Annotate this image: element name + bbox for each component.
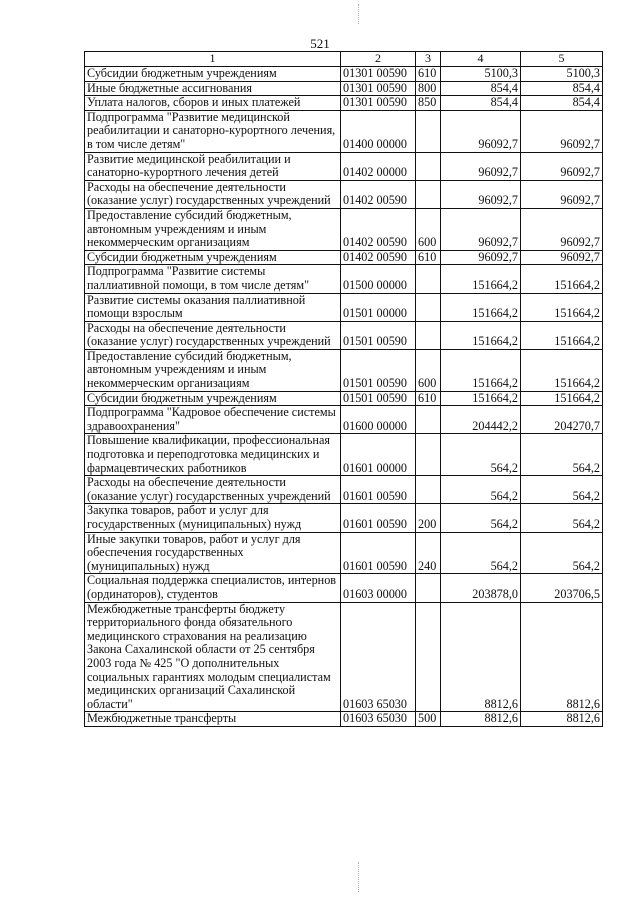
row-name: Подпрограмма "Развитие медицинской реабилитации и санаторно-курортного лечения, в том числе детям" xyxy=(85,110,341,152)
row-code: 01600 00000 xyxy=(341,406,416,434)
header-col-4: 4 xyxy=(441,52,521,67)
row-code: 01601 00590 xyxy=(341,476,416,504)
row-code: 01601 00590 xyxy=(341,532,416,574)
row-value-5: 96092,7 xyxy=(521,250,603,265)
row-value-5: 151664,2 xyxy=(521,391,603,406)
page-number: 521 xyxy=(310,36,330,51)
row-value-4: 5100,3 xyxy=(441,67,521,82)
row-name: Подпрограмма "Развитие системы паллиативной помощи, в том числе детям" xyxy=(85,265,341,293)
row-name: Подпрограмма "Кадровое обеспечение системы здравоохранения" xyxy=(85,406,341,434)
row-name: Уплата налогов, сборов и иных платежей xyxy=(85,96,341,111)
table-row xyxy=(85,712,603,727)
row-value-5: 96092,7 xyxy=(521,110,603,152)
row-name: Расходы на обеспечение деятельности (оказание услуг) государственных учреждений xyxy=(85,180,341,208)
row-type xyxy=(416,602,441,712)
row-type: 200 xyxy=(416,504,441,532)
row-value-4: 151664,2 xyxy=(441,265,521,293)
row-value-5: 96092,7 xyxy=(521,180,603,208)
row-value-5: 151664,2 xyxy=(521,265,603,293)
header-col-5: 5 xyxy=(521,52,603,67)
row-name: Развитие медицинской реабилитации и санаторно-курортного лечения детей xyxy=(85,152,341,180)
row-type xyxy=(416,152,441,180)
row-name: Расходы на обеспечение деятельности (оказание услуг) государственных учреждений xyxy=(85,476,341,504)
row-code: 01301 00590 xyxy=(341,67,416,82)
row-value-5: 203706,5 xyxy=(521,574,603,602)
row-code: 01400 00000 xyxy=(341,110,416,152)
row-value-4: 854,4 xyxy=(441,96,521,111)
row-type xyxy=(416,574,441,602)
row-type: 240 xyxy=(416,532,441,574)
table-row xyxy=(85,532,603,574)
row-value-5: 8812,6 xyxy=(521,712,603,727)
row-value-5: 564,2 xyxy=(521,434,603,476)
row-value-5: 151664,2 xyxy=(521,293,603,321)
table-row xyxy=(85,321,603,349)
row-type: 610 xyxy=(416,250,441,265)
row-name: Социальная поддержка специалистов, интернов (ординаторов), студентов xyxy=(85,574,341,602)
table-row xyxy=(85,67,603,82)
row-type xyxy=(416,110,441,152)
row-value-5: 96092,7 xyxy=(521,152,603,180)
row-code: 01603 00000 xyxy=(341,574,416,602)
table-row xyxy=(85,180,603,208)
row-name: Предоставление субсидий бюджетным, автономным учреждениям и иным некоммерческим организациям xyxy=(85,349,341,391)
row-code: 01603 65030 xyxy=(341,712,416,727)
row-type: 610 xyxy=(416,391,441,406)
row-code: 01603 65030 xyxy=(341,602,416,712)
row-name: Повышение квалификации, профессиональная подготовка и переподготовка медицинских и фармацевтических работников xyxy=(85,434,341,476)
row-value-4: 8812,6 xyxy=(441,602,521,712)
row-code: 01301 00590 xyxy=(341,81,416,96)
row-name: Субсидии бюджетным учреждениям xyxy=(85,67,341,82)
header-col-3: 3 xyxy=(416,52,441,67)
row-name: Предоставление субсидий бюджетным, автономным учреждениям и иным некоммерческим организациям xyxy=(85,208,341,250)
table-row xyxy=(85,208,603,250)
row-value-4: 151664,2 xyxy=(441,293,521,321)
row-type: 600 xyxy=(416,208,441,250)
row-value-4: 564,2 xyxy=(441,476,521,504)
row-code: 01301 00590 xyxy=(341,96,416,111)
row-name: Субсидии бюджетным учреждениям xyxy=(85,250,341,265)
row-value-5: 5100,3 xyxy=(521,67,603,82)
row-value-4: 96092,7 xyxy=(441,110,521,152)
row-value-5: 151664,2 xyxy=(521,321,603,349)
row-type xyxy=(416,265,441,293)
row-value-4: 854,4 xyxy=(441,81,521,96)
row-value-4: 564,2 xyxy=(441,532,521,574)
row-code: 01601 00000 xyxy=(341,434,416,476)
table-row xyxy=(85,81,603,96)
row-value-4: 151664,2 xyxy=(441,321,521,349)
budget-table xyxy=(84,51,603,727)
row-code: 01402 00590 xyxy=(341,180,416,208)
table-row xyxy=(85,574,603,602)
table-header-row xyxy=(85,52,603,67)
row-code: 01501 00590 xyxy=(341,391,416,406)
row-value-4: 203878,0 xyxy=(441,574,521,602)
row-value-4: 564,2 xyxy=(441,434,521,476)
table-row xyxy=(85,602,603,712)
row-value-5: 564,2 xyxy=(521,532,603,574)
row-value-4: 204442,2 xyxy=(441,406,521,434)
row-value-4: 96092,7 xyxy=(441,180,521,208)
row-name: Межбюджетные трансферты xyxy=(85,712,341,727)
header-col-1: 1 xyxy=(85,52,341,67)
row-type xyxy=(416,476,441,504)
row-value-5: 564,2 xyxy=(521,504,603,532)
row-type: 850 xyxy=(416,96,441,111)
row-name: Развитие системы оказания паллиативной помощи взрослым xyxy=(85,293,341,321)
row-code: 01501 00000 xyxy=(341,293,416,321)
row-type: 600 xyxy=(416,349,441,391)
table-row xyxy=(85,406,603,434)
scan-artifact xyxy=(358,862,361,892)
row-value-4: 96092,7 xyxy=(441,208,521,250)
row-name: Иные закупки товаров, работ и услуг для обеспечения государственных (муниципальных) нужд xyxy=(85,532,341,574)
table-row xyxy=(85,265,603,293)
row-code: 01500 00000 xyxy=(341,265,416,293)
table-row xyxy=(85,349,603,391)
table-row xyxy=(85,293,603,321)
row-code: 01501 00590 xyxy=(341,321,416,349)
row-code: 01402 00590 xyxy=(341,208,416,250)
row-name: Иные бюджетные ассигнования xyxy=(85,81,341,96)
row-name: Межбюджетные трансферты бюджету территориального фонда обязательного медицинского страхования на реализацию Закона Сахалинской области от 25 сентября 2003 года № 425 "О дополнительных социальных гарантиях молодым специалистам медицинских организаций Сахалинской области" xyxy=(85,602,341,712)
table-row xyxy=(85,250,603,265)
row-type xyxy=(416,180,441,208)
row-code: 01601 00590 xyxy=(341,504,416,532)
row-type xyxy=(416,406,441,434)
row-name: Расходы на обеспечение деятельности (оказание услуг) государственных учреждений xyxy=(85,321,341,349)
row-type: 800 xyxy=(416,81,441,96)
table-row xyxy=(85,110,603,152)
row-value-5: 96092,7 xyxy=(521,208,603,250)
row-value-4: 96092,7 xyxy=(441,152,521,180)
row-value-5: 151664,2 xyxy=(521,349,603,391)
row-value-5: 204270,7 xyxy=(521,406,603,434)
row-type xyxy=(416,293,441,321)
table-row xyxy=(85,504,603,532)
header-col-2: 2 xyxy=(341,52,416,67)
row-code: 01402 00590 xyxy=(341,250,416,265)
row-code: 01501 00590 xyxy=(341,349,416,391)
table-row xyxy=(85,476,603,504)
table-row xyxy=(85,391,603,406)
row-type xyxy=(416,434,441,476)
table-row xyxy=(85,152,603,180)
row-value-5: 564,2 xyxy=(521,476,603,504)
row-value-5: 8812,6 xyxy=(521,602,603,712)
row-value-4: 8812,6 xyxy=(441,712,521,727)
row-name: Субсидии бюджетным учреждениям xyxy=(85,391,341,406)
row-type: 610 xyxy=(416,67,441,82)
row-type xyxy=(416,321,441,349)
table-row xyxy=(85,96,603,111)
scan-artifact xyxy=(358,4,361,24)
row-value-5: 854,4 xyxy=(521,96,603,111)
row-value-4: 151664,2 xyxy=(441,349,521,391)
table-row xyxy=(85,434,603,476)
row-value-4: 564,2 xyxy=(441,504,521,532)
row-code: 01402 00000 xyxy=(341,152,416,180)
row-value-5: 854,4 xyxy=(521,81,603,96)
row-value-4: 96092,7 xyxy=(441,250,521,265)
row-type: 500 xyxy=(416,712,441,727)
row-value-4: 151664,2 xyxy=(441,391,521,406)
row-name: Закупка товаров, работ и услуг для государственных (муниципальных) нужд xyxy=(85,504,341,532)
